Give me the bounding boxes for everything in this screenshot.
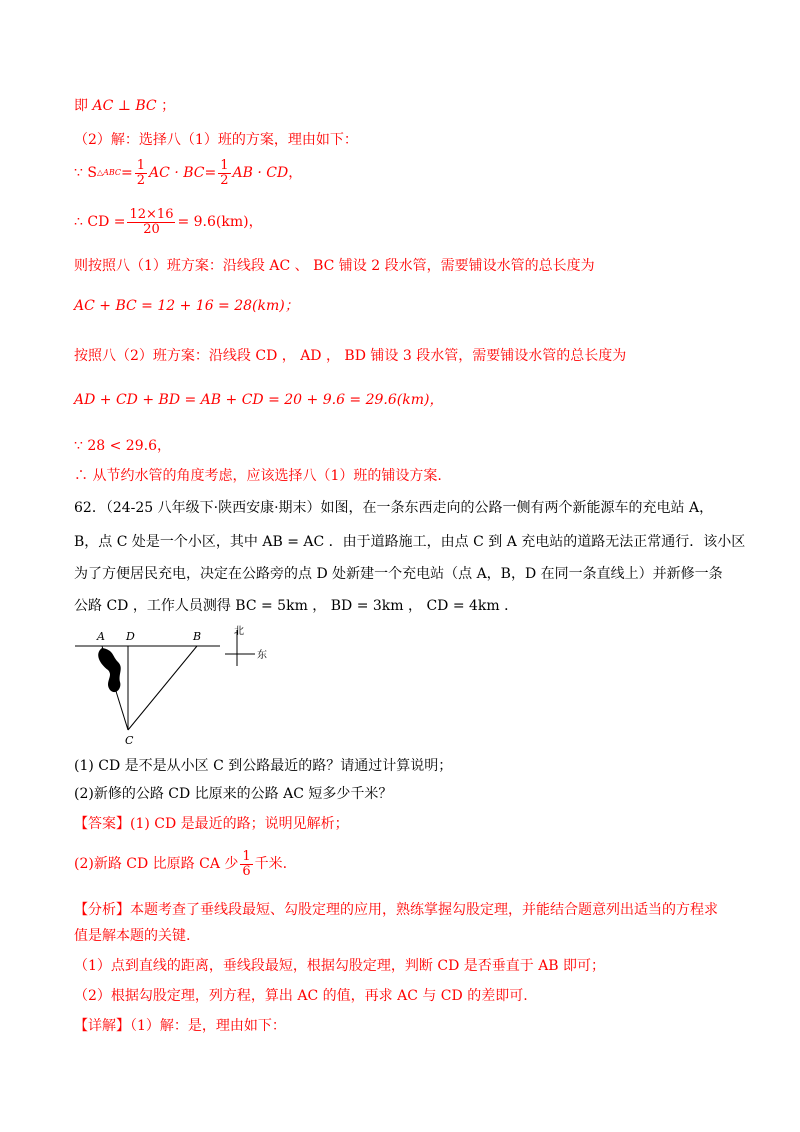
question-62-line-4: 公路 CD ，工作人员测得 BC = 5km ， BD = 3km ， CD = 4km ． bbox=[74, 598, 519, 614]
line-8: AD + CD + BD = AB + CD = 20 + 9.6 = 29.6(km)， bbox=[74, 392, 444, 408]
denominator: 6 bbox=[242, 863, 251, 879]
label-north: 北 bbox=[234, 626, 244, 637]
because-s: ∵ S bbox=[74, 165, 97, 181]
denominator: 2 bbox=[220, 172, 229, 188]
line-2: （2）解：选择八（1）班的方案，理由如下： bbox=[74, 132, 358, 148]
label-b: B bbox=[193, 630, 202, 643]
text: 即 bbox=[74, 98, 88, 114]
therefore: ∴ CD = bbox=[74, 214, 126, 230]
detail-line-1: 【详解】（1）解：是，理由如下： bbox=[74, 1018, 286, 1034]
text: (2)新路 CD 比原路 CA 少 bbox=[74, 856, 239, 872]
answer-line-2 bbox=[74, 846, 287, 882]
line-5: 则按照八（1）班方案：沿线段 AC 、 BC 铺设 2 段水管，需要铺设水管的总长度为 bbox=[74, 258, 595, 274]
label-d: D bbox=[126, 630, 135, 643]
denominator: 20 bbox=[143, 221, 160, 237]
fraction bbox=[135, 159, 147, 188]
question-part-1: (1) CD 是不是从小区 C 到公路最近的路？请通过计算说明； bbox=[74, 758, 453, 774]
line-6: AC + BC = 12 + 16 = 28(km)； bbox=[74, 298, 299, 314]
text: 千米. bbox=[254, 856, 288, 872]
denominator: 2 bbox=[136, 172, 146, 188]
fraction bbox=[127, 208, 175, 237]
label-a: A bbox=[97, 630, 105, 643]
math: AC ⊥ BC bbox=[92, 98, 157, 114]
numerator: 1 bbox=[136, 157, 146, 173]
numerator: 1 bbox=[242, 848, 251, 864]
analysis-line-4: （2）根据勾股定理，列方程，算出 AC 的值，再求 AC 与 CD 的差即可. bbox=[74, 988, 528, 1004]
question-part-2: (2)新修的公路 CD 比原来的公路 AC 短多少千米？ bbox=[74, 786, 393, 802]
fraction bbox=[240, 850, 252, 879]
answer-line-1: 【答案】(1) CD 是最近的路；说明见解析； bbox=[74, 816, 349, 832]
math: AB · CD bbox=[232, 165, 289, 181]
subscript: △ABC bbox=[96, 168, 122, 177]
label-c: C bbox=[125, 734, 134, 747]
segment-bc bbox=[128, 646, 197, 730]
comma: ， bbox=[288, 165, 303, 181]
line-9: ∵ 28 < 29.6， bbox=[74, 438, 171, 454]
analysis-line-3: （1）点到直线的距离，垂线段最短，根据勾股定理，判断 CD 是否垂直于 AB 即可； bbox=[74, 958, 606, 974]
line-1 bbox=[74, 96, 175, 116]
label-east: 东 bbox=[257, 650, 267, 661]
math: AC · BC bbox=[149, 165, 205, 181]
line-4 bbox=[74, 204, 263, 240]
analysis-line-2: 值是解本题的关键. bbox=[74, 928, 191, 944]
text: ； bbox=[161, 98, 176, 114]
question-62-line-2: B，点 C 处是一个小区，其中 AB = AC ．由于道路施工，由点 C 到 A 充电站的道路无法正常通行．该小区 bbox=[74, 534, 746, 550]
analysis-line-1: 【分析】本题考查了垂线段最短、勾股定理的应用，熟练掌握勾股定理，并能结合题意列出适当的方程求 bbox=[74, 902, 718, 918]
question-62-line-1: 62．（24-25 八年级下·陕西安康·期末）如图，在一条东西走向的公路一侧有两个新能源车的充电站 A， bbox=[74, 500, 714, 516]
numerator: 1 bbox=[220, 157, 229, 173]
eq: = bbox=[204, 165, 217, 181]
line-10: ∴ 从节约水管的角度考虑，应该选择八（1）班的铺设方案. bbox=[74, 468, 442, 484]
question-62-line-3: 为了方便居民充电，决定在公路旁的点 D 处新建一个充电站（点 A，B，D 在同一条直线上）并新修一条 bbox=[74, 566, 723, 582]
line-7: 按照八（2）班方案：沿线段 CD ， AD ， BD 铺设 3 段水管，需要铺设水管的总长度为 bbox=[74, 348, 627, 364]
line-3 bbox=[74, 156, 302, 190]
eq: = bbox=[121, 165, 133, 181]
geometry-figure bbox=[70, 620, 300, 750]
construction-blob bbox=[98, 648, 121, 692]
fraction bbox=[218, 159, 230, 188]
numerator: 12×16 bbox=[129, 206, 174, 222]
result: = 9.6(km)， bbox=[177, 214, 263, 230]
